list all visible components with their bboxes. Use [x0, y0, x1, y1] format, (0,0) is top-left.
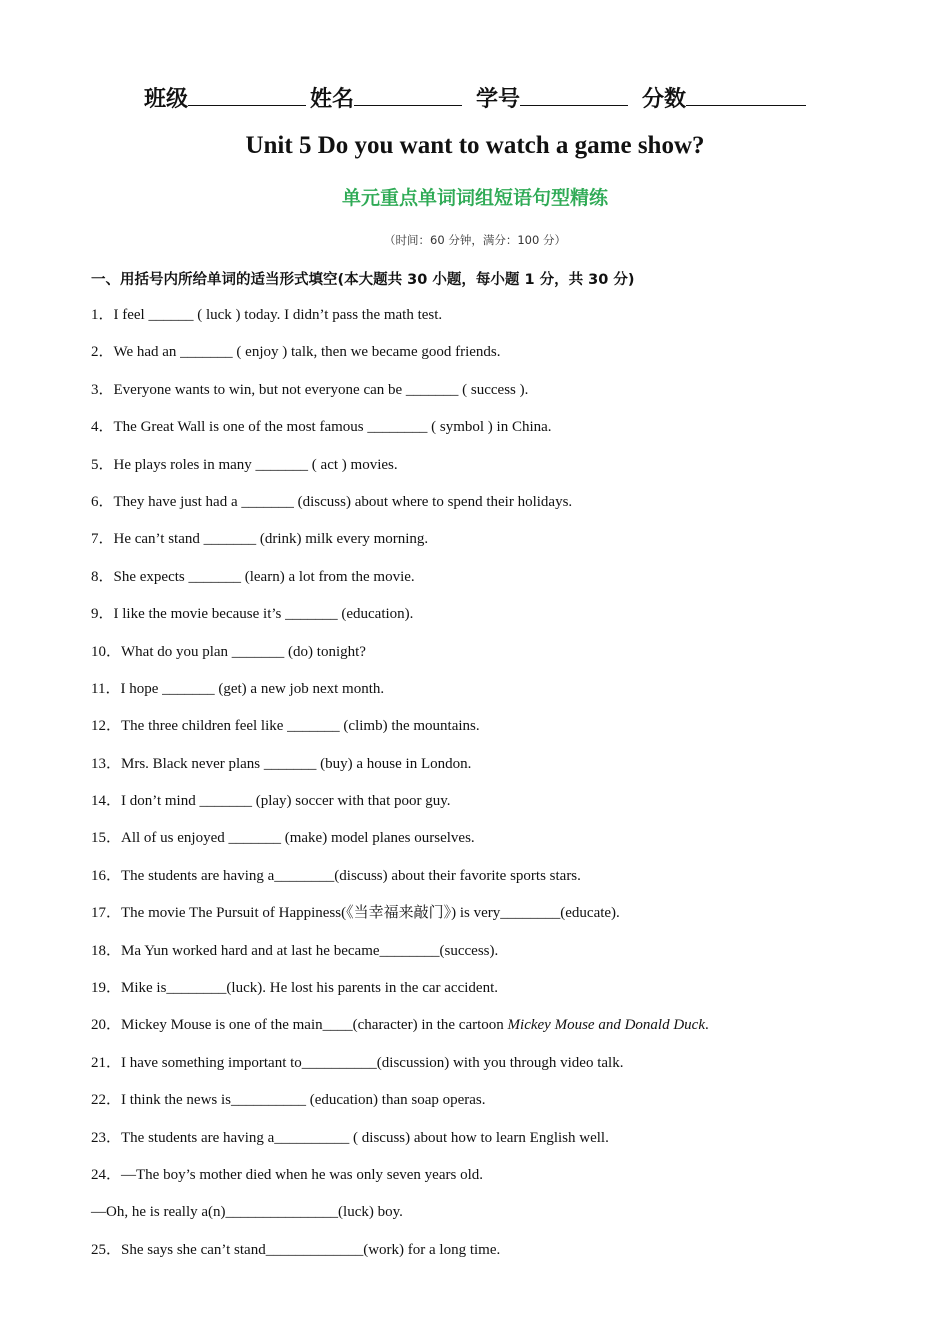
score-label: 分数: [642, 87, 687, 112]
student-id-blank[interactable]: [520, 85, 628, 106]
question-text: 4．The Great Wall is one of the most famous ________ ( symbol ) in China.: [91, 419, 552, 436]
worksheet-subtitle: 单元重点单词词组短语句型精练: [341, 187, 608, 209]
time-note: （时间：60 分钟，满分：100 分）: [384, 233, 566, 247]
question-text: 5．He plays roles in many _______ ( act ) movies.: [91, 456, 398, 473]
question-text: 10．What do you plan _______ (do) tonight?: [91, 643, 366, 660]
question-text: 11．I hope _______ (get) a new job next month.: [91, 680, 385, 697]
question-item: [91, 828, 891, 865]
question-text: 25．She says she can’t stand_____________(work) for a long time.: [91, 1241, 501, 1258]
student-info-line: [0, 82, 950, 113]
question-item: [91, 716, 891, 753]
question-text: —Oh, he is really a(n)_______________(luck) boy.: [91, 1204, 403, 1221]
question-item: [91, 567, 891, 604]
question-text: 3．Everyone wants to win, but not everyone can be _______ ( success ).: [91, 381, 529, 398]
question-item: [91, 1240, 891, 1277]
question-text: 24．—The boy’s mother died when he was only seven years old.: [91, 1166, 483, 1183]
question-list: [91, 305, 891, 1277]
question-item: [91, 380, 891, 417]
student-id-label: 学号: [476, 87, 521, 112]
name-label: 姓名: [309, 87, 354, 112]
unit-title: Unit 5 Do you want to watch a game show?: [245, 132, 705, 159]
question-text: 18．Ma Yun worked hard and at last he became________(success).: [91, 942, 499, 959]
question-text: 9．I like the movie because it’s _______ (education).: [91, 606, 414, 623]
question-item: [91, 492, 891, 529]
question-item: [91, 1053, 891, 1090]
question-item: [91, 754, 891, 791]
question-item: [91, 1128, 891, 1165]
question-text: 13．Mrs. Black never plans _______ (buy) a house in London.: [91, 755, 472, 772]
question-item: [91, 941, 891, 978]
question-item: [91, 866, 891, 903]
class-blank[interactable]: [188, 85, 306, 106]
question-item: [91, 1202, 891, 1239]
question-item: [91, 529, 891, 566]
name-blank[interactable]: [354, 85, 462, 106]
question-text: 20．Mickey Mouse is one of the main____(character) in the cartoon: [91, 1017, 508, 1034]
question-item: [91, 642, 891, 679]
question-text: 2．We had an _______ ( enjoy ) talk, then we became good friends.: [91, 344, 501, 361]
question-item: [91, 455, 891, 492]
question-item: [91, 791, 891, 828]
class-label: 班级: [143, 87, 188, 112]
section-title: 一、用括号内所给单词的适当形式填空(本大题共 30 小题，每小题 1 分，共 30 分): [91, 272, 635, 288]
question-text: 19．Mike is________(luck). He lost his parents in the car accident.: [91, 980, 498, 997]
question-text: 1．I feel ______ ( luck ) today. I didn’t pass the math test.: [91, 307, 443, 323]
question-text: 17．The movie The Pursuit of Happiness(《当幸福来敲门》) is very________(educate).: [91, 905, 620, 922]
question-text: 23．The students are having a__________ ( discuss) about how to learn English well.: [91, 1129, 609, 1146]
question-text: 15．All of us enjoyed _______ (make) model planes ourselves.: [91, 830, 475, 847]
question-item: [91, 305, 891, 342]
question-item: [91, 1090, 891, 1127]
question-text: 21．I have something important to__________(discussion) with you through video talk.: [91, 1054, 624, 1071]
question-item: [91, 1015, 891, 1052]
question-item: [91, 1165, 891, 1202]
question-item: [91, 903, 891, 940]
question-text: 14．I don’t mind _______ (play) soccer with that poor guy.: [91, 793, 451, 810]
question-item: [91, 342, 891, 379]
question-item: [91, 978, 891, 1015]
question-text: 16．The students are having a________(discuss) about their favorite sports stars.: [91, 867, 581, 884]
question-text: 6．They have just had a _______ (discuss) about where to spend their holidays.: [91, 493, 573, 510]
question-tail: .: [704, 1017, 709, 1034]
question-italic-title: Mickey Mouse and Donald Duck: [507, 1017, 705, 1034]
question-text: 8．She expects _______ (learn) a lot from the movie.: [91, 568, 415, 585]
question-text: 12．The three children feel like _______ (climb) the mountains.: [91, 718, 480, 735]
question-text: 7．He can’t stand _______ (drink) milk every morning.: [91, 531, 429, 548]
score-blank[interactable]: [686, 85, 806, 106]
question-text: 22．I think the news is__________ (education) than soap operas.: [91, 1092, 486, 1109]
question-item: [91, 604, 891, 641]
question-item: [91, 417, 891, 454]
question-item: [91, 679, 891, 716]
